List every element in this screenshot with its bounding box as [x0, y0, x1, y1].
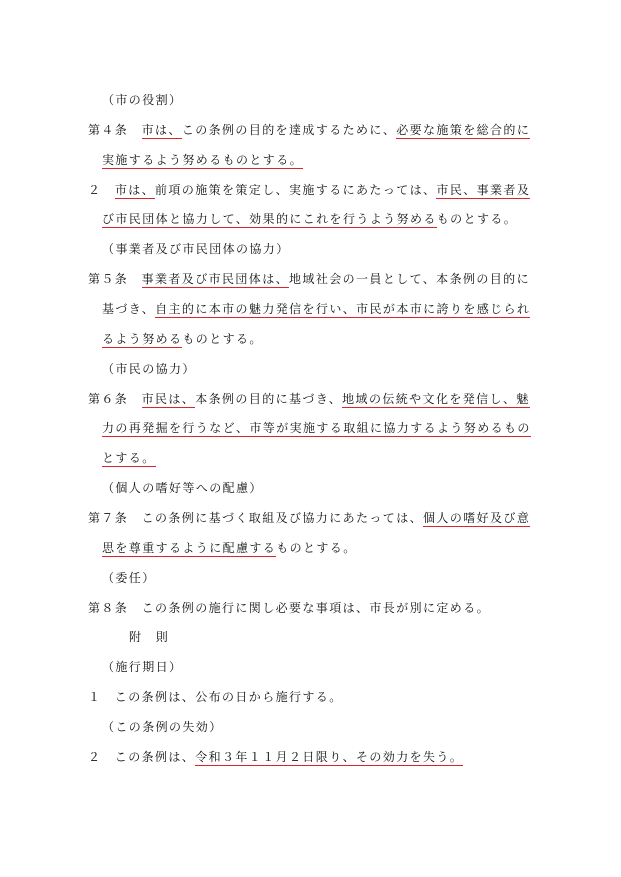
heading-article-8 [88, 564, 558, 594]
text-segment: 地域社会の一員として、本条例の目的に [289, 272, 530, 287]
text-segment: この条例の目的を達成するために、 [181, 122, 397, 137]
heading-article-7 [88, 474, 558, 504]
article-number: 第４条 [88, 122, 142, 137]
heading-text: （事業者及び市民団体の協力） [102, 242, 290, 257]
text-segment: 第７条 この条例に基づく取組及び協力にあたっては、 [88, 511, 424, 526]
supplementary-provisions-title [88, 623, 558, 653]
text-segment: 基づき、 [102, 302, 156, 317]
article-7-line-2 [88, 534, 558, 564]
underlined-text: 地域の伝統や文化を発信し、魅 [342, 391, 530, 406]
article-7-line-1 [88, 504, 558, 534]
underlined-text: 個人の嗜好及び意 [423, 511, 531, 526]
article-5-line-2 [88, 295, 558, 325]
text-segment: 本条例の目的に基づき、 [195, 391, 343, 406]
text-segment: ものとする。 [276, 540, 357, 555]
underlined-text: 市は、 [141, 122, 182, 137]
article-6-line-2 [88, 414, 558, 444]
heading-article-5 [88, 235, 558, 265]
underlined-text: 令和３年１１月２日限り、その効力を失う。 [195, 749, 464, 764]
text-segment: １ この条例は、公布の日から施行する。 [88, 690, 343, 705]
article-6-line-1 [88, 385, 558, 415]
article-5-line-3 [88, 325, 558, 355]
ordinance-body [88, 86, 558, 773]
article-number: 第５条 [88, 272, 142, 287]
heading-text: （施行期日） [102, 660, 183, 675]
underlined-text: 必要な施策を総合的に [396, 122, 531, 137]
underlined-text: 市民、事業者及 [436, 182, 531, 197]
article-number: 第６条 [88, 391, 142, 406]
article-4-paragraph-2-line-1 [88, 176, 558, 206]
heading-expiration [88, 713, 558, 743]
text-segment: ２ この条例は、 [88, 749, 196, 764]
text-segment: 前項の施策を策定し、実施するにあたっては、 [155, 182, 437, 197]
text-segment: ものとする。 [182, 331, 263, 346]
underlined-text: 市民は、 [141, 391, 196, 406]
underlined-text: 思を尊重するように配慮する [102, 540, 277, 555]
underlined-text: 実施するよう努めるものとする。 [102, 152, 304, 167]
heading-text: （市の役割） [102, 93, 183, 107]
article-6-line-3 [88, 444, 558, 474]
supplementary-paragraph-1 [88, 683, 558, 713]
heading-text: （この条例の失効） [102, 720, 223, 735]
heading-article-6 [88, 355, 558, 385]
article-4-line-2 [88, 146, 558, 176]
article-8-line-1 [88, 594, 558, 624]
underlined-text: 市は、 [114, 182, 156, 197]
paragraph-number: ２ [88, 182, 115, 197]
heading-text: （個人の嗜好等への配慮） [102, 481, 263, 496]
heading-effective-date [88, 653, 558, 683]
supplementary-paragraph-2 [88, 743, 558, 773]
heading-text: （市民の協力） [102, 361, 196, 376]
text-segment: 第８条 この条例の施行に関し必要な事項は、市長が別に定める。 [88, 600, 491, 615]
underlined-text: び市民団体と協力して、効果的にこれを行うよう努める [102, 212, 437, 227]
underlined-text: 自主的に本市の魅力発信を行い、市民が本市に誇りを感じられ [155, 302, 531, 317]
heading-text: （委任） [102, 570, 156, 585]
underlined-text: とする。 [102, 451, 156, 466]
underlined-text: 事業者及び市民団体は、 [141, 272, 290, 287]
article-5-line-1 [88, 265, 558, 295]
heading-article-4 [88, 86, 558, 116]
article-4-paragraph-2-line-2 [88, 205, 558, 235]
section-title: 附 則 [129, 630, 170, 645]
underlined-text: るよう努める [102, 331, 183, 346]
article-4-line-1 [88, 116, 558, 146]
text-segment: ものとする。 [436, 212, 518, 227]
underlined-text: 力の再発掘を行うなど、市等が実施する取組に協力するよう努めるもの [102, 421, 531, 436]
